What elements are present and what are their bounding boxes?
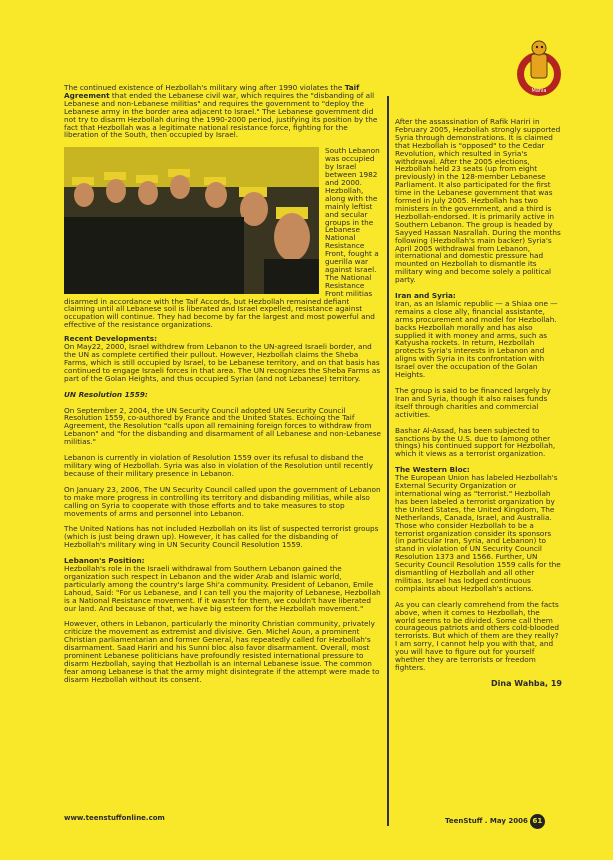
column-divider bbox=[387, 96, 389, 826]
iran-paragraph-1: Iran, as an Islamic republic — a Shiaa one — remains a close ally, financial assistante, arms procurement and model for Hezbollah. backs Hezbollah morally and has also supplied it with money and arms, such as Katyusha rockets. In return, Hezbollah protects Syria's interests in Lebanon and aligns with Syria in its confrontation with Israel over the occupation of the Golan Heights. bbox=[395, 298, 558, 380]
intro-strong: Taif Agreement bbox=[64, 83, 360, 100]
iran-paragraph-3: Bashar Al-Assad, has been subjected to sanctions by the U.S. due to (among other things) his continued support for Hezbollah, which it views as a terrorist organization. bbox=[395, 425, 556, 459]
iran-heading: Iran and Syria: bbox=[395, 291, 456, 301]
western-paragraph-2: As you can clearly comrehend from the facts above, when it comes to Hezbollah, the world seems to be divided. Some call them courageous patriots and others cold-blooded terrorists. But which of them are they really? I am sorry, I cannot help you with that, and you will have to figure out for yourself whether they are terrorists or freedom fighters. bbox=[395, 599, 560, 672]
position-paragraph-2: However, others in Lebanon, particularly the minority Christian community, privately criticize the movement as extremist and divisive. Gen. Michel Aoun, a prominent Christian parliamentarian and former General, has repeatedly called for Hezbollah's disarmament. Saad Hariri and his Sunni bloc also favor disarmament. Overall, most prominent Lebanese politicians have profoundly resisted international pressure to disarm Hezbollah, saying that Hezbollah is an internal Lebanese issue. The common fear among Lebanese is that the army might disintegrate if the attempt were made to disarm Hezbollah without its consent. bbox=[64, 619, 380, 684]
author-signature: Dina Wahba, 19 bbox=[491, 678, 562, 688]
footer-issue-text: TeenStuff . May 2006 bbox=[445, 817, 528, 825]
intro-paragraph: The continued existence of Hezbollah's military wing after 1990 violates the Taif Agreement that ended the Lebanese civil war, which requires the "disbanding of all Lebanese and non-Lebanese militias" and requires the government to "deploy the Lebanese army in the border area adjacent to Israel." The Lebanese government did not try to disarm Hezbollah during the 1990-2000 period, justifying its position by the fact that Hezbollah was a legitimate national resistance force, fighting for the liberation of the South, then occupied by Israel. bbox=[64, 83, 378, 140]
un-paragraph-1: On September 2, 2004, the UN Security Council adopted UN Security Council Resolution 1559, co-authored by France and the United States. Echoing the Taif Agreement, the Resolution "calls upon all remaining foreign forces to withdraw from Lebanon" and "for the disbanding and disarmament of all Lebanese and non-Lebanese militias." bbox=[64, 405, 382, 447]
recent-paragraph: On May22, 2000, Israel withdrew from Lebanon to the UN-agreed Israeli border, and the UN as complete certified their pullout. However, Hezbollah claims the Sheba Farms, which is still occupied by Israel, to be Lebanese territory, and on that basis has continued to engage Israeli forces in that area. The UN recognizes the Sheba Farms as part of the Golan Heights, and thus occupied Syrian (and not Lebanese) territory. bbox=[64, 342, 381, 383]
recent-heading: Recent Developments: bbox=[64, 334, 158, 344]
un-paragraph-4: The United Nations has not included Hezbollah on its list of suspected terrorist groups (which is just being drawn up). However, it has called for the disbanding of Hezbollah's military wing in UN Security Council Resolution 1559. bbox=[64, 524, 379, 550]
footer-url: www.teenstuffonline.com bbox=[64, 814, 165, 822]
page-number: 61 bbox=[530, 814, 545, 829]
hezbollah-rally-photo bbox=[64, 147, 319, 294]
un-paragraph-3: On January 23, 2006, The UN Security Council called upon the government of Lebanon to make more progress in controlling its territory and disbanding militias, while also calling on Syria to cooperate with those efforts and to take measures to stop movements of arms and personnel into Lebanon. bbox=[64, 484, 381, 518]
iran-paragraph-2: The group is said to be financed largely by Iran and Syria, though it also raises funds itself through charities and commercial activities. bbox=[395, 386, 551, 419]
position-heading: Lebanon's Position: bbox=[64, 556, 145, 566]
right-paragraph-1: After the assassination of Rafik Hariri in February 2005, Hezbollah strongly supported Syria through demonstrations. It is claimed that Hezbollah is "opposed" to the Cedar Revolution, which resulted in Syria's withdrawal. After the 2005 elections, Hezbollah held 23 seats (up from eight previously) in the 128-member Lebanese Parliament. It also participated for the first time in the Lebanese government that was formed in July 2005. Hezbollah has two ministers in the government, and a third is Hezbollah-endorsed. It is primarily active in Southern Lebanon. The group is headed by Sayyed Hassan Nasrallah. During the months following (Hezbollah's main backer) Syria's April 2005 withdrawal from Lebanon, international and domestic pressure had mounted on Hezbollah to dismantle its military wing and become solely a political party. bbox=[395, 117, 561, 285]
left-column bbox=[64, 84, 382, 692]
footer-issue bbox=[445, 814, 545, 829]
photo-wrap-text: South Lebanon was occupied by Israel between 1982 and 2000. Hezbollah, along with the mainly leftist and secular groups in the Lebanese National Resistance Front, fought a guerilla war against Israel. The National Resistance Front militias disarmed in accordance with the Taif Accords, but Hezbollah remained defiant claiming until all Lebanese soil is liberated and Israel expelled, resistance against occupation will continue. They had become by far the largest and most powerful and effective of the resistance organizations. bbox=[64, 146, 380, 330]
un-paragraph-2: Lebanon is currently in violation of Resolution 1559 over its refusal to disband the military wing of Hezbollah. Syria was also in violation of the Resolution until recently because of their military presence in Lebanon. bbox=[64, 453, 374, 478]
un-heading: UN Resolution 1559: bbox=[64, 389, 148, 399]
svg-text:Mania: Mania bbox=[531, 88, 547, 94]
western-heading: The Western Bloc: bbox=[395, 465, 470, 475]
western-paragraph-1: The European Union has labeled Hezbollah's External Security Organization or international wing as "terrorist." Hezbollah has been labeled a terrorist organization by the United States, the United Kingdom, The Netherlands, Canada, Israel, and Australia. Those who consider Hezbollah to be a terrorist organization consider its sponsors (in particular Iran, Syria, and Lebanon) to stand in violation of UN Security Council Resolution 1373 and 1566. Further, UN Security Council Resolution 1559 calls for the dismantling of Hezbollah and all other militias. Israel has lodged continuous complaints about Hezbollah's actions. bbox=[395, 473, 561, 593]
photo-wrap-block bbox=[64, 147, 382, 329]
right-column bbox=[395, 118, 562, 696]
position-paragraph-1: Hezbollah's role in the Israeli withdrawal from Southern Lebanon gained the organization such respect in Lebanon and the wider Arab and Islamic world, particularly among the country's large Shi'a community. President of Lebanon, Emile Lahoud, Said: "For us Lebanese, and I can tell you the majority of Lebanese, Hezbollah is a National Resistance movement. If it wasn't for them, we couldn't have liberated our land. And because of that, we have big esteem for the Hezbollah movement." bbox=[64, 564, 381, 613]
political-mania-logo-icon bbox=[514, 32, 564, 100]
